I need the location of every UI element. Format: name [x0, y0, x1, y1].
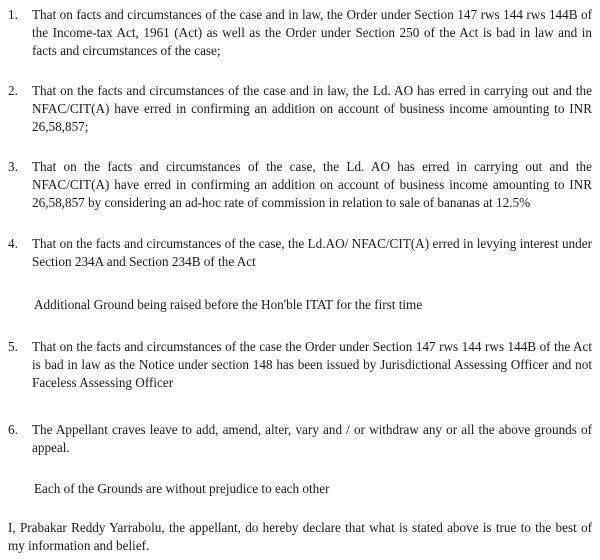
- ground-item-1: [8, 6, 592, 60]
- additional-ground-heading: Additional Ground being raised before the Hon'ble ITAT for the first time: [34, 297, 423, 312]
- ground-item-4: [8, 235, 592, 271]
- ground-item-6: [8, 421, 592, 457]
- ground-text: That on the facts and circumstances of the case the Order under Section 147 rws 144 rws 144B of the Act is bad in law as the Notice under section 148 has been issued by Jurisdictional Assessing Officer and not Faceless Assessing Officer: [32, 339, 592, 390]
- without-prejudice-note: Each of the Grounds are without prejudice to each other: [34, 481, 330, 496]
- ground-text: That on the facts and circumstances of the case, the Ld.AO/ NFAC/CIT(A) erred in levying interest under Section 234A and Section 234B of the Act: [32, 236, 592, 269]
- ground-text: The Appellant craves leave to add, amend, alter, vary and / or withdraw any or all the above grounds of appeal.: [32, 422, 592, 455]
- ground-text: That on the facts and circumstances of the case, the Ld. AO has erred in carrying out and the NFAC/CIT(A) have erred in confirming an addition on account of business income amounting to INR 26,58,857 by considering an ad-hoc rate of commission in relation to sale of bananas at 12.5%: [32, 159, 592, 210]
- ground-number: 2.: [8, 83, 18, 98]
- ground-number: 1.: [8, 7, 18, 22]
- ground-item-2: [8, 82, 592, 136]
- ground-number: 3.: [8, 159, 18, 174]
- ground-number: 5.: [8, 339, 18, 354]
- ground-number: 6.: [8, 422, 18, 437]
- ground-item-3: [8, 158, 592, 212]
- ground-item-5: [8, 338, 592, 392]
- ground-number: 4.: [8, 236, 18, 251]
- ground-text: That on facts and circumstances of the case and in law, the Order under Section 147 rws 144 rws 144B of the Income-tax Act, 1961 (Act) as well as the Order under Section 250 of the Act is bad in law and in facts and circumstances of the case;: [32, 7, 592, 58]
- appellant-declaration: I, Prabakar Reddy Yarrabolu, the appellant, do hereby declare that what is stated above is true to the best of my information and belief.: [8, 520, 592, 553]
- ground-text: That on the facts and circumstances of the case and in law, the Ld. AO has erred in carrying out and the NFAC/CIT(A) have erred in confirming an addition on account of business income amounting to INR 26,58,857;: [32, 83, 592, 134]
